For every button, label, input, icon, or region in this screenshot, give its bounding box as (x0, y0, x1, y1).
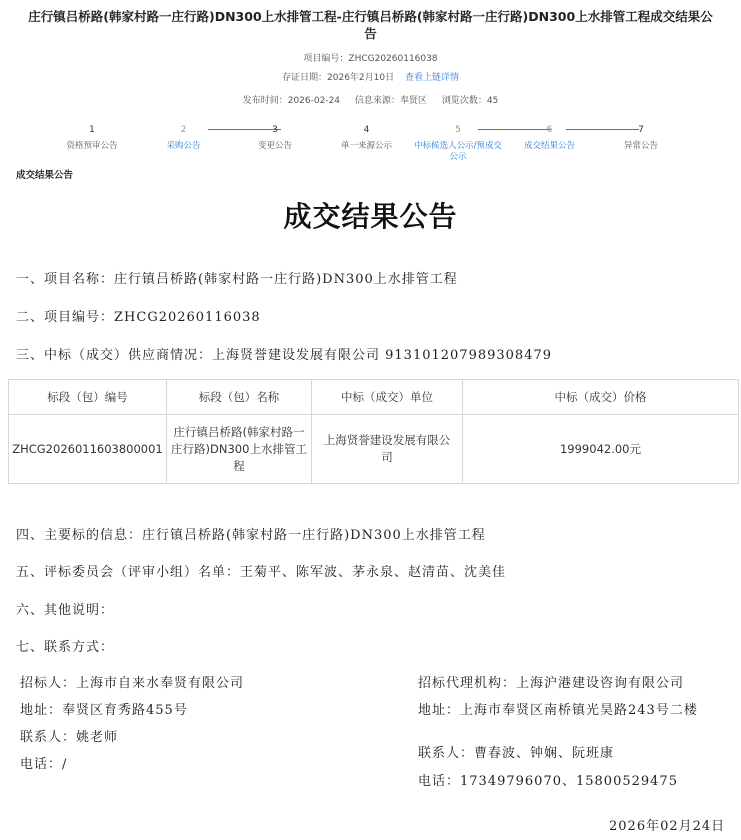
project-number: ZHCG20260116038 (348, 54, 438, 64)
publish-label: 发布时间： (242, 96, 288, 106)
source-value: 奉贤区 (399, 96, 427, 106)
step-label: 成交结果公告 (523, 141, 575, 151)
step-label: 单一来源公示 (340, 141, 392, 151)
item-project-name: 一、项目名称：庄行镇吕桥路(韩家村路一庄行路)DN300上水排管工程 (16, 272, 458, 287)
publish-date: 2026-02-24 (287, 96, 341, 106)
step-item[interactable] (322, 123, 412, 152)
step-number: 7 (638, 125, 644, 135)
step-item[interactable] (413, 123, 503, 163)
publish-info-line (0, 93, 741, 106)
step-item[interactable] (505, 123, 595, 152)
agency-phone: 电话：17349796070、15800529475 (418, 774, 678, 789)
agency-contact: 联系人：曹春波、钟娴、阮班康 (418, 746, 615, 761)
step-label: 异常公告 (623, 141, 658, 151)
step-number: 4 (363, 125, 370, 135)
cell-lot-name: 庄行镇吕桥路(韩家村路一庄行路)DN300上水排管工程 (167, 415, 312, 484)
step-item[interactable] (47, 123, 137, 152)
tenderer-contact: 联系人：姚老师 (20, 730, 119, 745)
item-main-subject: 四、主要标的信息：庄行镇吕桥路(韩家村路一庄行路)DN300上水排管工程 (16, 528, 486, 543)
col-header-lot-name: 标段（包）名称 (167, 380, 312, 415)
step-item[interactable] (139, 123, 229, 152)
cell-lot-number: ZHCG2026011603800001 (9, 415, 167, 484)
project-number-label: 项目编号： (303, 54, 349, 64)
step-label: 变更公告 (257, 141, 292, 151)
step-number: 2 (180, 125, 187, 135)
source-label: 信息来源： (354, 96, 400, 106)
project-number-line (0, 51, 741, 64)
item-other-notes: 六、其他说明： (16, 603, 115, 618)
breadcrumb: 成交结果公告 (16, 170, 74, 181)
item-committee: 五、评标委员会（评审小组）名单：王菊平、陈军波、茅永泉、赵清苗、沈美佳 (16, 565, 507, 580)
table-row (9, 415, 739, 484)
item-supplier: 三、中标（成交）供应商情况：上海贤誉建设发展有限公司 91310120798930847​9 (16, 348, 553, 363)
archive-label: 存证日期： (282, 73, 328, 83)
step-number: 6 (546, 125, 553, 135)
process-steps (48, 123, 698, 163)
step-number: 5 (455, 125, 461, 135)
agency-address: 地址：上海市奉贤区南桥镇光昊路243号二楼 (418, 703, 698, 718)
award-table (8, 379, 739, 484)
cell-price: 1999042.00元 (463, 415, 739, 484)
announcement-date: 2026年02月24日 (609, 819, 726, 834)
col-header-winner: 中标（成交）单位 (312, 380, 463, 415)
col-header-price: 中标（成交）价格 (463, 380, 739, 415)
agency-name: 招标代理机构：上海沪港建设咨询有限公司 (418, 676, 685, 691)
views-count: 45 (486, 96, 499, 106)
step-item[interactable] (596, 123, 686, 152)
item-contact-heading: 七、联系方式： (16, 640, 115, 655)
item-project-number: 二、项目编号：ZHCG20260116038 (16, 310, 261, 325)
step-item[interactable] (230, 123, 320, 152)
chain-details-link[interactable]: 查看上链详情 (404, 73, 459, 83)
table-header-row (9, 380, 739, 415)
cell-winner: 上海贤誉建设发展有限公司 (312, 415, 463, 484)
step-label: 采购公告 (166, 141, 201, 151)
step-number: 3 (272, 125, 278, 135)
document-heading: 成交结果公告 (283, 200, 458, 233)
archive-line (0, 70, 741, 83)
step-label: 中标候选人公示/预成交公示 (414, 141, 502, 162)
col-header-lot-number: 标段（包）编号 (9, 380, 167, 415)
step-label: 资格预审公告 (66, 141, 118, 151)
step-number: 1 (89, 125, 95, 135)
views-label: 浏览次数： (441, 96, 487, 106)
archive-date: 2026年2月10日 (327, 73, 395, 83)
tenderer-phone: 电话：/ (20, 757, 68, 772)
tenderer-name: 招标人：上海市自来水奉贤有限公司 (20, 676, 245, 691)
announcement-title: 庄行镇吕桥路(韩家村路一庄行路)DN300上水排管工程-庄行镇吕桥路(韩家村路一庄行路)DN300上水排管工程成交结果公告 (28, 9, 713, 41)
tenderer-address: 地址：奉贤区育秀路455号 (20, 703, 188, 718)
